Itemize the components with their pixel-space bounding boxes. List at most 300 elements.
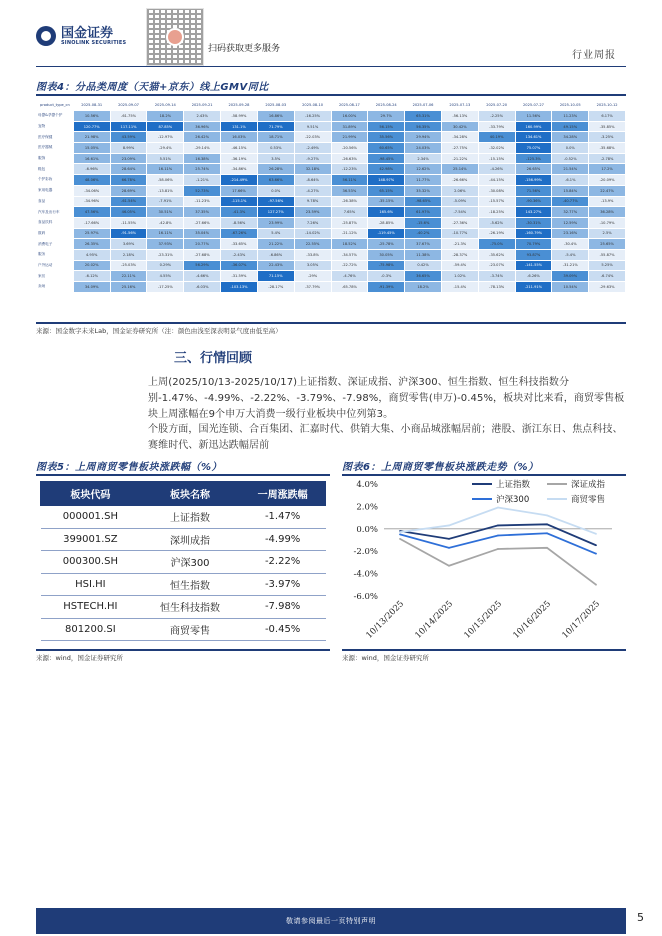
- figure5-bottom-rule: [36, 649, 330, 651]
- series-point: [546, 514, 548, 516]
- table-row: [41, 528, 326, 551]
- heatmap-cell: -29.4%: [147, 143, 184, 154]
- heatmap-cell: 0.0%: [257, 185, 294, 196]
- heatmap-cell: -32.02%: [478, 143, 515, 154]
- paragraph-1: 上周(2025/10/13-2025/10/17)上证指数、深证成指、沪深300、恒生指数、恒生科技指数分别-1.47%、-4.99%、-2.22%、-3.79%、-7.98%，商贸零售(申万)-0.45%，板块对比来看，商贸零售板块上周涨幅在9个申万大消费一级行业板块中位列第3。: [148, 377, 625, 420]
- heatmap-cell: 16.03%: [221, 132, 258, 143]
- heatmap-cell: 48.06%: [73, 175, 110, 186]
- heatmap-date-header: 2025-10-05: [552, 100, 589, 111]
- series-point: [546, 523, 548, 525]
- heatmap-cell: -56.13%: [441, 111, 478, 122]
- heatmap-cell: -26.66%: [441, 175, 478, 186]
- x-tick-label: 10/14/2025: [413, 599, 456, 641]
- heatmap-cell: -0.52%: [552, 153, 589, 164]
- heatmap-cell: -6.1%: [552, 175, 589, 186]
- heatmap-cell: -8.64%: [294, 175, 331, 186]
- index-change: -0.45%: [240, 618, 326, 641]
- heatmap-cell: -20.56%: [331, 143, 368, 154]
- heatmap-cell: -211.91%: [515, 282, 552, 293]
- heatmap-cell: 143.27%: [515, 207, 552, 218]
- heatmap-cell: 56.15%: [368, 121, 405, 132]
- heatmap-cell: -16.25%: [294, 111, 331, 122]
- index-code: HSTECH.HI: [41, 596, 141, 619]
- heatmap-cell: -90.36%: [515, 196, 552, 207]
- heatmap-cell: 35.04%: [184, 228, 221, 239]
- logo-en-text: SINOLINK SECURITIES: [61, 39, 127, 46]
- y-tick-label: -6.0%: [353, 592, 378, 602]
- heatmap-cell: 11.56%: [515, 111, 552, 122]
- heatmap-cell: -33.8%: [294, 249, 331, 260]
- heatmap-cell: -13.81%: [147, 185, 184, 196]
- legend-label: 上证指数: [496, 480, 531, 490]
- series-point: [595, 584, 597, 586]
- heatmap-cell: 30.51%: [147, 207, 184, 218]
- index-table: [40, 481, 326, 641]
- heatmap-cell: 10.54%: [552, 282, 589, 293]
- heatmap-cell: 23.99%: [257, 217, 294, 228]
- heatmap-cell: 6.17%: [589, 111, 626, 122]
- index-name: 商贸零售: [140, 618, 240, 641]
- heatmap-cell: -22.72%: [331, 260, 368, 271]
- heatmap-category: 家用电器: [37, 185, 74, 196]
- table-row: [37, 175, 626, 186]
- heatmap-cell: -30.08%: [478, 185, 515, 196]
- heatmap-cell: 49.15%: [552, 121, 589, 132]
- heatmap-cell: -4.66%: [184, 271, 221, 282]
- heatmap-cell: 42.98%: [368, 164, 405, 175]
- heatmap-cell: -23.07%: [478, 260, 515, 271]
- heatmap-cell: 39.09%: [552, 271, 589, 282]
- heatmap-cell: -31.21%: [552, 260, 589, 271]
- heatmap-cell: -0.3%: [368, 271, 405, 282]
- header-divider: [36, 66, 626, 67]
- heatmap-cell: -97.56%: [257, 196, 294, 207]
- index-change: -7.98%: [240, 596, 326, 619]
- heatmap-cell: -115.1%: [221, 196, 258, 207]
- heatmap-cell: -59.4%: [441, 260, 478, 271]
- heatmap-cell: -5.62%: [478, 217, 515, 228]
- heatmap-cell: -78.13%: [478, 282, 515, 293]
- heatmap-cell: 9.78%: [294, 196, 331, 207]
- figure5-rule: [36, 474, 330, 476]
- heatmap-header-row: [37, 100, 626, 111]
- heatmap-cell: 3.05%: [294, 260, 331, 271]
- series-line-1: [400, 539, 596, 585]
- heatmap-cell: -33.65%: [221, 239, 258, 250]
- index-code: HSI.HI: [41, 573, 141, 596]
- heatmap-cell: 148.97%: [368, 175, 405, 186]
- table-row: [37, 239, 626, 250]
- index-name: 恒生科技指数: [140, 596, 240, 619]
- heatmap-cell: 16.11%: [147, 228, 184, 239]
- heatmap-cell: 127.27%: [257, 207, 294, 218]
- heatmap-cell: -7.91%: [147, 196, 184, 207]
- series-point: [448, 538, 450, 540]
- heatmap-cell: -2.25%: [478, 111, 515, 122]
- heatmap-cell: -6.12%: [73, 271, 110, 282]
- x-tick-label: 10/13/2025: [364, 599, 407, 641]
- heatmap-cell: -3.74%: [478, 271, 515, 282]
- heatmap-cell: 46.05%: [110, 207, 147, 218]
- heatmap-category: 卖场: [37, 282, 74, 293]
- heatmap-category: 汽车及出行车: [37, 207, 74, 218]
- heatmap-cell: -26.38%: [331, 196, 368, 207]
- heatmap-cell: 134.61%: [515, 132, 552, 143]
- heatmap-date-header: 2025-07-06: [405, 100, 442, 111]
- heatmap-cell: -36.19%: [221, 153, 258, 164]
- series-point: [497, 548, 499, 550]
- table-row: [37, 153, 626, 164]
- heatmap-cell: -35.15%: [368, 196, 405, 207]
- index-name: 沪深300: [140, 551, 240, 574]
- heatmap-category: 医疗保健: [37, 132, 74, 143]
- heatmap-cell: -55.87%: [589, 249, 626, 260]
- heatmap-date-header: 2025-08-24: [368, 100, 405, 111]
- heatmap-category: 个护彩妆: [37, 175, 74, 186]
- index-col-change: 一周涨跌幅: [240, 482, 326, 506]
- heatmap-cell: -4.76%: [331, 271, 368, 282]
- heatmap-cell: 26.42%: [184, 132, 221, 143]
- heatmap-cell: 56.35%: [405, 121, 442, 132]
- heatmap-cell: -214.49%: [221, 175, 258, 186]
- heatmap-cell: -40.2%: [405, 228, 442, 239]
- heatmap-cell: 0.53%: [257, 143, 294, 154]
- heatmap-cell: 18.52%: [331, 239, 368, 250]
- heatmap-cell: 3.5%: [257, 153, 294, 164]
- heatmap-cell: -7.54%: [441, 207, 478, 218]
- heatmap-cell: 28.64%: [110, 164, 147, 175]
- heatmap-cell: -21.3%: [441, 239, 478, 250]
- series-point: [399, 531, 401, 533]
- heatmap-cell: -10.77%: [441, 228, 478, 239]
- heatmap-cell: 18.2%: [147, 111, 184, 122]
- footer-bar: [36, 908, 626, 934]
- heatmap-cell: 31.89%: [331, 121, 368, 132]
- heatmap-cell: 71.56%: [515, 185, 552, 196]
- heatmap-cell: -17.25%: [147, 282, 184, 293]
- table-row: [37, 228, 626, 239]
- heatmap-cell: -12.23%: [331, 164, 368, 175]
- heatmap-cell: 16.86%: [257, 111, 294, 122]
- table-row: [41, 618, 326, 641]
- heatmap-container: [36, 99, 626, 293]
- heatmap-category: 数码: [37, 228, 74, 239]
- heatmap-cell: -6.03%: [184, 282, 221, 293]
- heatmap-cell: -29.14%: [184, 143, 221, 154]
- qr-center-logo-icon: [166, 28, 184, 46]
- heatmap-cell: 12.62%: [405, 164, 442, 175]
- heatmap-category: 户外运动: [37, 260, 74, 271]
- heatmap-cell: 37.67%: [405, 239, 442, 250]
- heatmap-cell: -28.85%: [368, 217, 405, 228]
- series-point: [497, 525, 499, 527]
- heatmap-cell: 21.98%: [73, 132, 110, 143]
- heatmap-cell: -35.68%: [589, 143, 626, 154]
- heatmap-cell: -25.78%: [368, 239, 405, 250]
- heatmap-cell: 22.43%: [257, 260, 294, 271]
- heatmap-cell: 52.73%: [184, 185, 221, 196]
- heatmap-cell: 36.96%: [184, 121, 221, 132]
- table-row: [41, 506, 326, 529]
- heatmap-cell: -27.75%: [441, 143, 478, 154]
- heatmap-cell: -25.87%: [331, 217, 368, 228]
- heatmap-cell: -4.27%: [294, 185, 331, 196]
- index-change: -1.47%: [240, 506, 326, 529]
- heatmap-cell: 34.09%: [73, 282, 110, 293]
- heatmap-cell: 0.0%: [552, 143, 589, 154]
- heatmap-cell: 28.69%: [110, 185, 147, 196]
- heatmap-date-header: 2025-07-13: [441, 100, 478, 111]
- heatmap-cell: 30.42%: [441, 121, 478, 132]
- heatmap-cell: -15.57%: [478, 196, 515, 207]
- heatmap-cell: 93.87%: [515, 249, 552, 260]
- heatmap-cell: 22.55%: [294, 239, 331, 250]
- heatmap-cell: 25.74%: [184, 164, 221, 175]
- y-tick-label: 2.0%: [356, 502, 378, 513]
- heatmap-cell: -15.6%: [405, 217, 442, 228]
- heatmap-cell: 37.93%: [147, 239, 184, 250]
- heatmap-cell: -58.06%: [147, 175, 184, 186]
- heatmap-cell: -10.79%: [589, 217, 626, 228]
- heatmap-cell: 10.56%: [73, 111, 110, 122]
- heatmap-cell: -2.49%: [294, 143, 331, 154]
- heatmap-cell: 25.97%: [73, 228, 110, 239]
- table-row: [37, 217, 626, 228]
- line-chart: [342, 476, 626, 648]
- heatmap-cell: -28.37%: [441, 249, 478, 260]
- figure4-bottom-rule: [36, 322, 626, 324]
- heatmap-cell: 24.03%: [405, 143, 442, 154]
- heatmap-cell: 8.99%: [110, 143, 147, 154]
- heatmap-cell: -31.59%: [221, 271, 258, 282]
- heatmap-cell: -141.55%: [515, 260, 552, 271]
- heatmap-cell: 35.56%: [368, 132, 405, 143]
- heatmap-cell: 29.7%: [368, 111, 405, 122]
- index-col-name: 板块名称: [140, 482, 240, 506]
- heatmap-cell: -30.4%: [552, 239, 589, 250]
- series-point: [546, 547, 548, 549]
- heatmap-cell: 3.69%: [110, 239, 147, 250]
- heatmap-category: 鞋包: [37, 164, 74, 175]
- table-row: [37, 111, 626, 122]
- heatmap-cell: 65.15%: [368, 185, 405, 196]
- heatmap-cell: 87.85%: [147, 121, 184, 132]
- heatmap-cell: 11.38%: [405, 249, 442, 260]
- heatmap-cell: 23.16%: [552, 228, 589, 239]
- table-row: [37, 121, 626, 132]
- figure4-source: 来源：国金数字未来Lab，国金证券研究所（注：颜色由浅至深表明景气度由低至高）: [36, 327, 282, 335]
- section-title: 三、行情回顾: [174, 351, 253, 366]
- heatmap-cell: -41.3%: [221, 207, 258, 218]
- index-col-code: 板块代码: [41, 482, 141, 506]
- index-change: -4.99%: [240, 528, 326, 551]
- heatmap-date-header: 2025-09-21: [184, 100, 221, 111]
- heatmap-cell: 16.38%: [184, 153, 221, 164]
- heatmap-cell: 2.06%: [441, 185, 478, 196]
- heatmap-category: 宠物: [37, 121, 74, 132]
- heatmap-category: 服务: [37, 249, 74, 260]
- heatmap-category: 医疗器械: [37, 143, 74, 154]
- heatmap-cell: -156.99%: [515, 175, 552, 186]
- table-row: [37, 185, 626, 196]
- heatmap-cell: 16.00%: [331, 111, 368, 122]
- index-table-wrap: [40, 481, 326, 641]
- heatmap-cell: 56.29%: [184, 260, 221, 271]
- heatmap-date-header: 2025-08-10: [294, 100, 331, 111]
- heatmap-cell: -42.8%: [147, 217, 184, 228]
- heatmap-cell: 32.18%: [294, 164, 331, 175]
- heatmap-cell: -22.03%: [294, 132, 331, 143]
- heatmap-cell: 37.35%: [184, 207, 221, 218]
- heatmap-date-header: 2025-09-14: [147, 100, 184, 111]
- table-row: [37, 249, 626, 260]
- y-tick-label: 4.0%: [356, 480, 378, 490]
- heatmap-cell: 17.2%: [589, 164, 626, 175]
- heatmap-cell: -67.26%: [221, 228, 258, 239]
- figure5-source: 来源：wind，国金证券研究所: [36, 654, 123, 662]
- heatmap-cell: 0.29%: [147, 260, 184, 271]
- heatmap-cell: -25.03%: [110, 260, 147, 271]
- heatmap-cell: 1.02%: [441, 271, 478, 282]
- index-code: 000001.SH: [41, 506, 141, 529]
- heatmap-cell: -28.17%: [257, 282, 294, 293]
- heatmap-cell: -18.25%: [478, 207, 515, 218]
- table-row: [41, 596, 326, 619]
- heatmap-category: 服饰: [37, 153, 74, 164]
- heatmap-cell: 2.43%: [184, 111, 221, 122]
- heatmap-cell: -21.12%: [331, 228, 368, 239]
- heatmap-cell: 0.42%: [405, 260, 442, 271]
- heatmap-cell: -33.79%: [478, 121, 515, 132]
- report-type: 行业周报: [572, 50, 616, 61]
- heatmap-category: 母婴&孕婴个护: [37, 111, 74, 122]
- x-tick-label: 10/17/2025: [560, 599, 603, 641]
- heatmap-cell: 21.22%: [257, 239, 294, 250]
- heatmap-cell: -6.96%: [73, 164, 110, 175]
- heatmap-cell: 15.05%: [73, 143, 110, 154]
- table-row: [37, 132, 626, 143]
- series-point: [399, 538, 401, 540]
- heatmap-cell: -29%: [294, 271, 331, 282]
- heatmap-cell: 15.84%: [552, 185, 589, 196]
- heatmap-cell: 2.34%: [405, 153, 442, 164]
- heatmap-cell: 25.65%: [589, 239, 626, 250]
- heatmap-cell: 26.65%: [515, 164, 552, 175]
- heatmap-cell: 35.32%: [405, 185, 442, 196]
- series-point: [595, 533, 597, 535]
- table-row: [41, 573, 326, 596]
- heatmap-cell: 75.07%: [515, 143, 552, 154]
- heatmap-cell: -6.74%: [589, 271, 626, 282]
- heatmap-cell: 7.26%: [294, 217, 331, 228]
- heatmap-cell: 25.14%: [441, 164, 478, 175]
- heatmap-cell: 63.66%: [257, 175, 294, 186]
- heatmap-cell: -34.86%: [221, 164, 258, 175]
- figure6-source: 来源：wind，国金证券研究所: [342, 654, 429, 662]
- heatmap-category: 食品: [37, 196, 74, 207]
- heatmap-cell: 70.79%: [515, 239, 552, 250]
- heatmap-cell: 165.6%: [368, 207, 405, 218]
- series-point: [546, 532, 548, 534]
- heatmap-cell: -46.15%: [221, 143, 258, 154]
- heatmap-cell: -26.19%: [478, 228, 515, 239]
- figure4-title: 图表4：分品类周度（天猫+京东）线上GMV同比: [36, 82, 269, 93]
- table-row: [37, 271, 626, 282]
- heatmap-cell: -35.62%: [478, 249, 515, 260]
- heatmap-cell: 18.71%: [257, 132, 294, 143]
- heatmap-cell: 71.15%: [257, 271, 294, 282]
- heatmap-cell: 5.51%: [147, 153, 184, 164]
- heatmap-cell: -1.21%: [184, 175, 221, 186]
- heatmap-cell: 21.99%: [331, 132, 368, 143]
- heatmap-cell: -34.28%: [441, 132, 478, 143]
- heatmap-cell: -125.3%: [515, 153, 552, 164]
- table-row: [37, 207, 626, 218]
- table-row: [37, 260, 626, 271]
- table-row: [41, 551, 326, 574]
- series-point: [497, 535, 499, 537]
- legend-label: 商贸零售: [571, 495, 606, 505]
- heatmap-cell: -8.56%: [221, 217, 258, 228]
- index-change: -3.97%: [240, 573, 326, 596]
- heatmap-cell: -61.75%: [110, 111, 147, 122]
- index-code: 000300.SH: [41, 551, 141, 574]
- heatmap-cell: 36.65%: [405, 271, 442, 282]
- heatmap-cell: 7.65%: [331, 207, 368, 218]
- logo-mark-icon: [36, 26, 56, 46]
- heatmap-cell: -30.31%: [515, 217, 552, 228]
- heatmap-cell: 17.66%: [221, 185, 258, 196]
- series-point: [497, 507, 499, 509]
- series-point: [448, 565, 450, 567]
- heatmap-cell: -2.78%: [589, 153, 626, 164]
- heatmap-cell: 32.77%: [552, 207, 589, 218]
- y-tick-label: -4.0%: [353, 569, 378, 580]
- heatmap-cell: 22.47%: [589, 185, 626, 196]
- heatmap-date-header: 2025-07-27: [515, 100, 552, 111]
- heatmap-cell: 26.35%: [73, 239, 110, 250]
- heatmap-cell: 23.59%: [294, 207, 331, 218]
- heatmap-cell: 60.65%: [368, 143, 405, 154]
- heatmap-date-header: 2025-09-28: [221, 100, 258, 111]
- heatmap-cell: -27.36%: [441, 217, 478, 228]
- heatmap-cell: -6.86%: [257, 249, 294, 260]
- heatmap-cell: -11.55%: [110, 217, 147, 228]
- heatmap-cell: 20.77%: [184, 239, 221, 250]
- heatmap-cell: 30.05%: [368, 249, 405, 260]
- heatmap-category: 消费电子: [37, 239, 74, 250]
- figure4-rule: [36, 94, 626, 96]
- heatmap-category: 食品饮料: [37, 217, 74, 228]
- heatmap-cell: -91.39%: [368, 282, 405, 293]
- heatmap-category: 家纺: [37, 271, 74, 282]
- heatmap-cell: -29.63%: [589, 282, 626, 293]
- heatmap-cell: -6.26%: [515, 271, 552, 282]
- heatmap-cell: -20.09%: [589, 175, 626, 186]
- heatmap-date-header: 2025-10-12: [589, 100, 626, 111]
- index-change: -2.22%: [240, 551, 326, 574]
- footer-disclaimer[interactable]: 敬请参阅最后一页特别声明: [286, 917, 376, 925]
- legend-label: 沪深300: [496, 495, 530, 505]
- series-point: [595, 544, 597, 546]
- series-point: [399, 534, 401, 536]
- heatmap-cell: 26.28%: [257, 164, 294, 175]
- heatmap-corner: product_type_cn: [37, 100, 74, 111]
- company-logo: [36, 26, 126, 46]
- heatmap-cell: 11.77%: [405, 175, 442, 186]
- heatmap-cell: -65.78%: [331, 282, 368, 293]
- heatmap-cell: -21.22%: [441, 153, 478, 164]
